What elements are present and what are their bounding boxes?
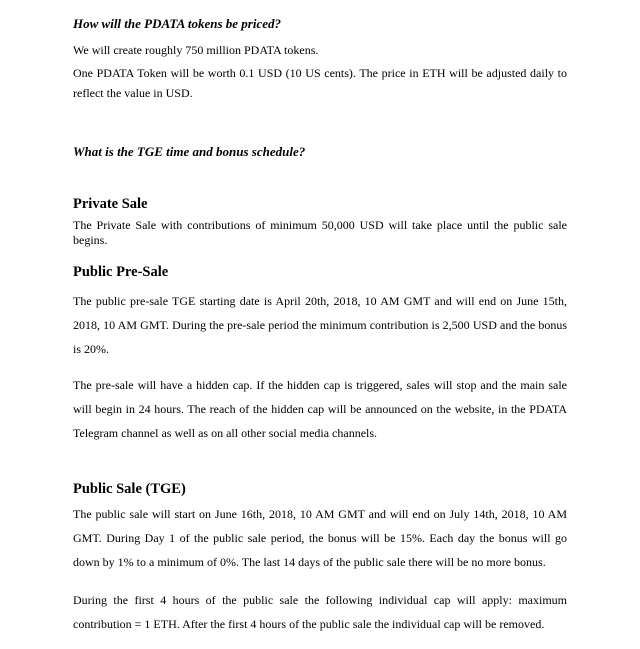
public-presale-text-dates: The public pre-sale TGE starting date is April 20th, 2018, 10 AM GMT and will end on June 15th, 2018, 10 AM GMT. During the pre-sale period the minimum contribution is 2,500 USD and the bonus is 20%. bbox=[73, 294, 567, 356]
schedule-question-heading: What is the TGE time and bonus schedule? bbox=[73, 144, 306, 159]
public-presale-text-hidden-cap: The pre-sale will have a hidden cap. If the hidden cap is triggered, sales will stop and the main sale will begin in 24 hours. The reach of the hidden cap will be announced on the website, in the PDATA Telegram channel as well as on all other social media channels. bbox=[73, 378, 567, 440]
public-sale-text-bonus: The public sale will start on June 16th, 2018, 10 AM GMT and will end on July 14th, 2018, 10 AM GMT. During Day 1 of the public sale period, the bonus will be 15%. Each day the bonus will go down by 1% to a minimum of 0%. The last 14 days of the public sale there will be no more bonus. bbox=[73, 507, 567, 569]
pricing-line-total-supply: We will create roughly 750 million PDATA tokens. bbox=[73, 43, 319, 57]
private-sale-heading: Private Sale bbox=[73, 196, 148, 212]
public-sale-heading: Public Sale (TGE) bbox=[73, 481, 186, 497]
public-presale-heading: Public Pre-Sale bbox=[73, 264, 169, 280]
pricing-question-heading: How will the PDATA tokens be priced? bbox=[73, 16, 282, 31]
pricing-line-token-value: One PDATA Token will be worth 0.1 USD (10 US cents). The price in ETH will be adjusted daily to reflect the value in USD. bbox=[73, 66, 567, 100]
public-sale-text-individual-cap: During the first 4 hours of the public sale the following individual cap will apply: maximum contribution = 1 ETH. After the first 4 hours of the public sale the individual cap will be removed. bbox=[73, 593, 567, 631]
private-sale-text: The Private Sale with contributions of minimum 50,000 USD will take place until the public sale begins. bbox=[73, 218, 567, 247]
